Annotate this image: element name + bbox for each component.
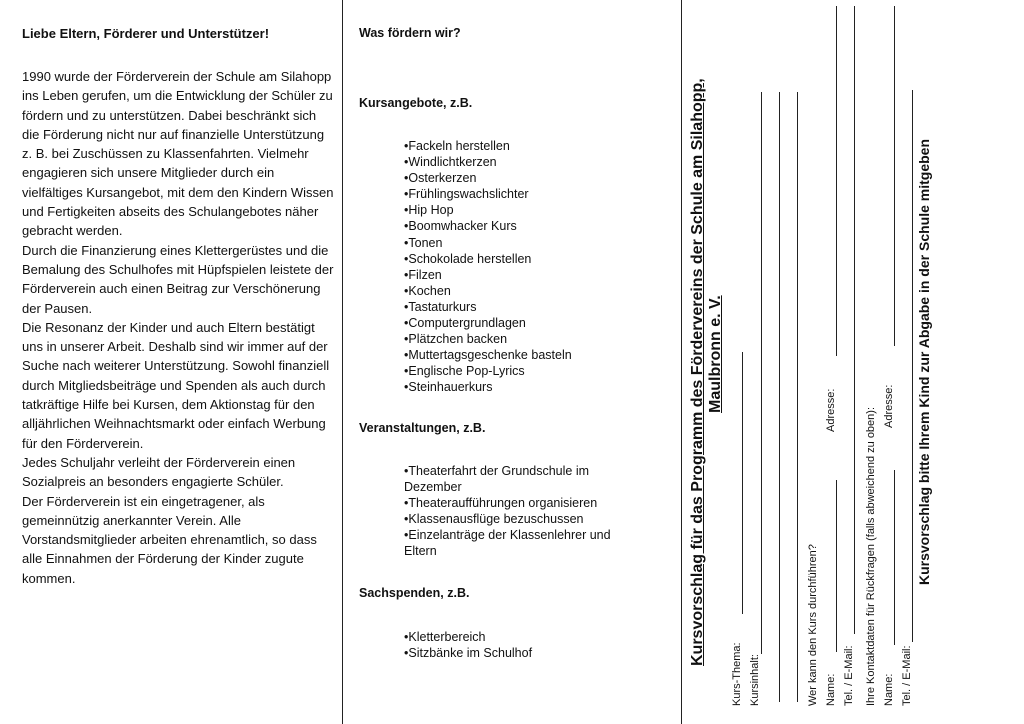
list-item: •Kochen — [404, 283, 451, 298]
line-tel-2[interactable] — [912, 90, 913, 642]
list-item: •Steinhauerkurs — [404, 380, 493, 395]
kurs-list — [404, 138, 649, 396]
list-item: •Computergrundlagen — [404, 316, 526, 331]
intro-paragraph: 1990 wurde der Förderverein der Schule am Silahopp ins Leben gerufen, um die Entwicklung der Schüler zu fördern und zu unterstützen. Dabei beschränkt sich die Förderung nicht nur auf finanzielle Unterstützung z. B. bei Zuschüssen zu Klassenfahrten. Vielmehr engagieren sich unsere Mitglieder durch ein vielfältiges Kursangebot, mit dem den Kindern Wissen und Fertigkeiten abseits des Schulangebotes näher gebracht werden. — [22, 69, 334, 239]
label-name-2: Name: — [883, 673, 895, 706]
line-kursinhalt-2[interactable] — [779, 92, 780, 702]
form-title: Kursvorschlag für das Programm des Fördervereins der Schule am Silahopp, — [689, 78, 706, 666]
line-tel-1[interactable] — [854, 6, 855, 634]
label-kursinhalt: Kursinhalt: — [749, 654, 761, 706]
label-tel-2: Tel. / E-Mail: — [901, 645, 913, 706]
line-adresse-1[interactable] — [836, 6, 837, 356]
intro-paragraph: Der Förderverein ist ein eingetragener, als gemeinnützig anerkannter Verein. Alle Vorstandsmitglieder arbeiten ehrenamtlich, so dass alle Einnahmen der Förderung der Kinder zugute kommen. — [22, 493, 317, 586]
list-item: •Tastaturkurs — [404, 299, 477, 314]
label-adresse-1: Adresse: — [825, 388, 837, 432]
list-item: •Tonen — [404, 235, 443, 250]
line-kursinhalt-3[interactable] — [797, 92, 798, 702]
list-item: •Einzelanträge der Klassenlehrer und Eltern — [404, 528, 611, 559]
line-name-2[interactable] — [894, 470, 895, 645]
section-title-kursangebote: Kursangebote, z.B. — [359, 96, 473, 110]
list-item: •Theateraufführungen organisieren — [404, 496, 598, 511]
label-tel-1: Tel. / E-Mail: — [843, 645, 855, 706]
section-title-veranstaltungen: Veranstaltungen, z.B. — [359, 421, 486, 435]
list-item: •Schokolade herstellen — [404, 251, 532, 266]
events-list — [404, 463, 644, 560]
list-item: •Boomwhacker Kurs — [404, 219, 517, 234]
list-item: •Englische Pop-Lyrics — [404, 364, 525, 379]
label-name-1: Name: — [825, 673, 837, 706]
label-kurs-thema: Kurs-Thema: — [731, 642, 743, 706]
list-item: •Hip Hop — [404, 203, 454, 218]
intro-heading: Liebe Eltern, Förderer und Unterstützer! — [22, 26, 270, 41]
donations-list — [404, 629, 649, 661]
intro-paragraph: Die Resonanz der Kinder und auch Eltern bestätigt uns in unserer Arbeit. Deshalb sind wir immer auf der Suche nach weiterer Unterstützung. Sowohl finanziell durch Mitgliedsbeiträge und Spenden als auch durch tatkräftige Hilfe bei Kursen, dem Aktionstag für den alljährlichen Weihnachtsmarkt oder einfach Werbung für den Förderverein. — [22, 319, 330, 451]
list-item: •Kletterbereich — [404, 630, 486, 644]
list-item: •Frühlingswachslichter — [404, 187, 529, 202]
label-adresse-2: Adresse: — [883, 384, 895, 428]
submission-note: Kursvorschlag bitte Ihrem Kind zur Abgabe in der Schule mitgeben — [916, 139, 932, 585]
line-adresse-2[interactable] — [894, 6, 895, 346]
label-wer: Wer kann den Kurs durchführen? — [807, 544, 819, 706]
fold-line-left — [342, 0, 343, 724]
list-item: •Windlichtkerzen — [404, 155, 497, 170]
list-item: •Klassenausflüge bezuschussen — [404, 512, 584, 527]
intro-paragraph: Durch die Finanzierung eines Klettergerüstes und die Bemalung des Schulhofes mit Hüpfspielen leistete der Förderverein auch einen Beitrag zur Verschönerung der Pausen. — [22, 242, 334, 316]
list-item: •Muttertagsgeschenke basteln — [404, 348, 572, 363]
list-item: •Plätzchen backen — [404, 332, 508, 347]
section-title-sachspenden: Sachspenden, z.B. — [359, 586, 470, 600]
funding-heading: Was fördern wir? — [359, 26, 461, 40]
line-name-1[interactable] — [836, 480, 837, 652]
list-item: •Sitzbänke im Schulhof — [404, 646, 533, 661]
fold-line-right — [681, 0, 682, 724]
intro-paragraph: Jedes Schuljahr verleiht der Förderverein einen Sozialpreis an besonders engagierte Schüler. — [22, 454, 296, 490]
list-item: •Theaterfahrt der Grundschule im Dezember — [404, 464, 590, 495]
line-kursinhalt-1[interactable] — [761, 92, 762, 654]
line-kurs-thema[interactable] — [742, 352, 743, 614]
list-item: •Osterkerzen — [404, 171, 477, 186]
intro-panel — [22, 26, 334, 588]
form-title-org: Maulbronn e. V. — [707, 295, 724, 413]
label-kontakt: Ihre Kontaktdaten für Rückfragen (falls abweichend zu oben): — [865, 406, 877, 706]
list-item: •Filzen — [404, 267, 442, 282]
intro-text — [22, 67, 334, 588]
list-item: •Fackeln herstellen — [404, 139, 510, 153]
